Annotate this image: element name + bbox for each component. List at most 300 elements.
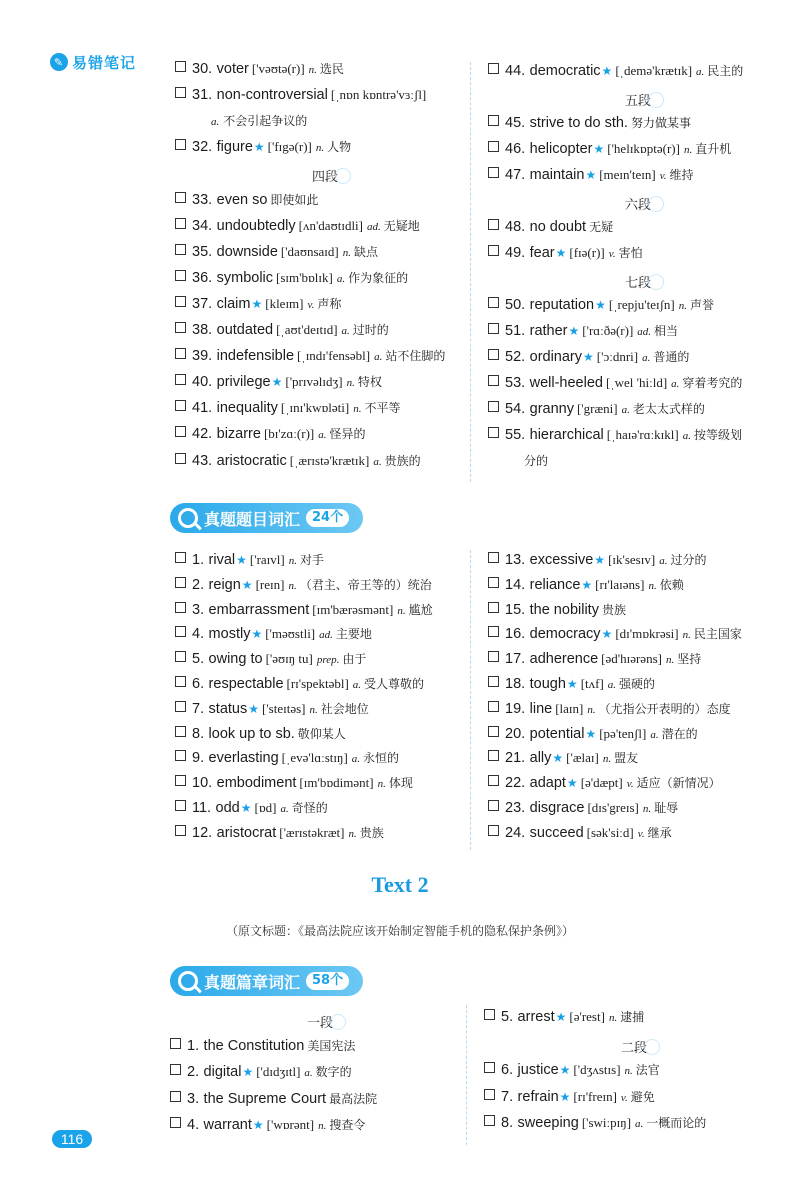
- phonetic: [rɪ'laɪəns]: [595, 576, 645, 592]
- headword: rival: [208, 552, 236, 568]
- entry-number: 4.: [192, 626, 205, 643]
- checkbox[interactable]: [175, 426, 186, 437]
- headword: reign: [208, 576, 241, 593]
- phonetic: [sək'siːd]: [586, 824, 634, 840]
- vocab-entry: [488, 400, 705, 419]
- entry-number: 44.: [505, 63, 526, 79]
- checkbox[interactable]: [484, 1115, 495, 1126]
- vocab-entry: [488, 348, 689, 367]
- checkbox[interactable]: [488, 141, 499, 152]
- checkbox[interactable]: [488, 427, 499, 438]
- phonetic: [ˌwel 'hiːld]: [605, 375, 668, 390]
- checkbox[interactable]: [488, 63, 499, 74]
- chinese-meaning: 分的: [524, 454, 549, 468]
- checkbox[interactable]: [488, 167, 499, 178]
- headword: respectable: [208, 676, 284, 692]
- part-of-speech: a.: [682, 430, 691, 442]
- chinese-meaning: 强硬的: [619, 677, 656, 691]
- entry-number: 36.: [192, 269, 213, 286]
- star-icon: ★: [594, 553, 606, 567]
- part-of-speech: a.: [318, 429, 327, 442]
- chinese-meaning: 适应（新情况）: [636, 776, 721, 791]
- chinese-meaning: 避免: [630, 1089, 655, 1104]
- phonetic: ['əʊɪŋ tu]: [265, 651, 313, 667]
- part-of-speech: a.: [671, 378, 680, 390]
- vocab-entry: [175, 625, 372, 644]
- star-icon: ★: [241, 577, 253, 592]
- entry-number: 10.: [192, 775, 213, 792]
- chinese-meaning: 缺点: [354, 244, 379, 259]
- checkbox[interactable]: [175, 552, 186, 563]
- checkbox[interactable]: [488, 115, 499, 126]
- checkbox[interactable]: [488, 602, 499, 613]
- phonetic: [ˌærɪstə'krætɪk]: [289, 452, 370, 468]
- entry-number: 23.: [505, 800, 526, 816]
- chinese-meaning: 受人尊敬的: [364, 677, 425, 691]
- chinese-meaning: 盟友: [614, 751, 639, 766]
- chinese-meaning: 搜查令: [329, 1118, 366, 1132]
- part-of-speech: a.: [650, 728, 659, 741]
- part-of-speech: n.: [624, 1065, 633, 1077]
- chinese-meaning: 耻辱: [654, 801, 679, 815]
- entry-number: 34.: [192, 217, 213, 234]
- vocab-entry: [488, 322, 678, 341]
- chinese-meaning: 敬仰某人: [297, 726, 346, 741]
- chinese-meaning: 过分的: [670, 553, 707, 567]
- chinese-meaning: 作为象征的: [348, 270, 409, 285]
- phonetic: [fɪə(r)]: [569, 245, 605, 260]
- vocab-entry: [175, 60, 344, 79]
- chinese-meaning: 最高法院: [329, 1091, 378, 1106]
- vocab-entry: [488, 774, 721, 793]
- chinese-meaning: 老太太式样的: [632, 402, 705, 416]
- star-icon: ★: [236, 553, 247, 567]
- phonetic: ['ælaɪ]: [566, 750, 599, 766]
- part-of-speech: a.: [635, 1118, 644, 1130]
- chinese-meaning: 依赖: [659, 577, 684, 592]
- phonetic: [ə'dæpt]: [580, 775, 623, 791]
- headword: status: [208, 700, 248, 717]
- entry-number: 13.: [505, 552, 526, 568]
- chinese-meaning: 人物: [327, 140, 352, 155]
- entry-number: 6.: [192, 676, 205, 692]
- checkbox[interactable]: [170, 1064, 181, 1075]
- headword: well-heeled: [529, 375, 603, 391]
- headword: democratic: [529, 63, 601, 79]
- part-of-speech: a.: [621, 404, 630, 416]
- vocab-entry: [175, 725, 346, 743]
- part-of-speech: a.: [351, 753, 361, 766]
- checkbox[interactable]: [488, 701, 499, 712]
- headword: ally: [529, 750, 552, 767]
- checkbox[interactable]: [484, 1089, 495, 1100]
- vocab-entry: [175, 799, 328, 818]
- note-tag: [50, 50, 136, 74]
- part-of-speech: n.: [315, 142, 325, 155]
- checkbox[interactable]: [488, 825, 499, 836]
- checkbox[interactable]: [484, 1062, 495, 1073]
- vocab-entry: [175, 425, 366, 444]
- entry-number: 43.: [192, 452, 213, 469]
- phonetic: [ɪk'sesɪv]: [608, 552, 656, 567]
- vocab-entry: [175, 243, 378, 262]
- entry-number: 1.: [187, 1037, 200, 1054]
- headword: mostly: [208, 626, 251, 643]
- part-of-speech: n.: [587, 703, 596, 716]
- checkbox[interactable]: [175, 322, 186, 333]
- entry-number: 2.: [187, 1064, 200, 1080]
- entry-number: 5.: [192, 651, 205, 668]
- checkbox[interactable]: [175, 676, 186, 687]
- part-of-speech: n.: [678, 300, 688, 312]
- entry-number: 4.: [187, 1117, 200, 1133]
- checkbox[interactable]: [170, 1091, 181, 1102]
- checkbox[interactable]: [175, 577, 186, 588]
- headword: bizarre: [216, 426, 261, 443]
- checkbox[interactable]: [488, 219, 499, 230]
- checkbox[interactable]: [488, 401, 499, 412]
- part-of-speech: n.: [608, 1012, 618, 1024]
- headword: embodiment: [216, 775, 297, 792]
- star-icon: ★: [595, 298, 606, 312]
- chinese-meaning: 贵族: [359, 825, 384, 840]
- checkbox[interactable]: [175, 400, 186, 411]
- part-of-speech: n.: [288, 555, 297, 567]
- headword: owing to: [208, 651, 263, 668]
- star-icon: ★: [581, 577, 593, 592]
- part-of-speech: a.: [659, 555, 668, 567]
- phonetic: [ʌn'daʊtɪdli]: [298, 217, 363, 233]
- phonetic: [ɪm'bɒdimənt]: [299, 775, 374, 791]
- headword: reliance: [529, 576, 581, 593]
- part-of-speech: n.: [683, 144, 693, 156]
- part-of-speech: a.: [280, 803, 289, 815]
- vocab-entry: [488, 114, 691, 132]
- paragraph-subheading: 四段: [285, 166, 365, 185]
- phonetic: ['helɪkɒptə(r)]: [607, 141, 680, 156]
- entry-continuation: [524, 452, 548, 470]
- checkbox[interactable]: [488, 726, 499, 737]
- vocab-entry: [488, 296, 714, 315]
- entry-number: 55.: [505, 427, 526, 443]
- vocab-entry: [488, 140, 731, 159]
- chinese-meaning: 继承: [647, 825, 672, 840]
- entry-number: 8.: [501, 1115, 514, 1131]
- vocab-entry: [175, 138, 351, 157]
- headword: claim: [216, 295, 251, 312]
- part-of-speech: n.: [288, 579, 297, 592]
- vocab-entry: [488, 551, 706, 570]
- chinese-meaning: 奇怪的: [291, 801, 328, 815]
- headword: embarrassment: [208, 601, 310, 618]
- part-of-speech: a.: [211, 116, 220, 129]
- checkbox[interactable]: [488, 750, 499, 761]
- part-of-speech: v.: [620, 1091, 628, 1104]
- checkbox[interactable]: [488, 375, 499, 386]
- headword: digital: [203, 1064, 242, 1080]
- entry-number: 14.: [505, 576, 526, 593]
- phonetic: [rɪ'freɪn]: [573, 1088, 617, 1104]
- part-of-speech: n.: [308, 64, 317, 76]
- checkbox[interactable]: [488, 676, 499, 687]
- checkbox[interactable]: [175, 626, 186, 637]
- checkbox[interactable]: [175, 87, 186, 98]
- headword: hierarchical: [529, 427, 604, 443]
- vocab-entry: [488, 218, 613, 236]
- chinese-meaning: （君主、帝王等的）统治: [299, 577, 432, 592]
- checkbox[interactable]: [175, 651, 186, 662]
- chinese-meaning: （尤指公开表明的）态度: [598, 701, 731, 716]
- star-icon: ★: [583, 350, 594, 364]
- vocab-entry: [488, 625, 742, 644]
- chinese-meaning: 相当: [654, 324, 679, 338]
- checkbox[interactable]: [175, 726, 186, 737]
- entry-number: 46.: [505, 141, 526, 157]
- checkbox[interactable]: [175, 825, 186, 836]
- checkbox[interactable]: [488, 349, 499, 360]
- entry-number: 15.: [505, 601, 526, 618]
- checkbox[interactable]: [175, 348, 186, 359]
- chinese-meaning: 数字的: [315, 1065, 352, 1079]
- phonetic: ['dɪdʒɪtl]: [256, 1064, 301, 1079]
- vocab-entry: [175, 700, 369, 719]
- chinese-meaning: 由于: [342, 652, 367, 667]
- part-of-speech: n.: [682, 629, 691, 642]
- vocab-entry: [484, 1114, 706, 1133]
- vocab-entry: [488, 374, 742, 393]
- checkbox[interactable]: [175, 775, 186, 786]
- headword: the Constitution: [203, 1037, 305, 1054]
- part-of-speech: n.: [665, 654, 675, 667]
- headword: reputation: [529, 297, 595, 313]
- chinese-meaning: 按等级划: [693, 428, 742, 442]
- entry-number: 1.: [192, 552, 205, 568]
- entry-number: 48.: [505, 219, 526, 235]
- phonetic: ['rɑːðə(r)]: [582, 323, 634, 338]
- part-of-speech: a.: [374, 351, 383, 364]
- vocab-entry: [488, 426, 742, 445]
- headword: disgrace: [529, 800, 585, 816]
- entry-number: 37.: [192, 295, 213, 312]
- checkbox[interactable]: [175, 602, 186, 613]
- checkbox[interactable]: [175, 453, 186, 464]
- entry-number: 3.: [187, 1090, 200, 1107]
- star-icon: ★: [248, 701, 259, 716]
- checkbox[interactable]: [488, 577, 499, 588]
- checkbox[interactable]: [175, 192, 186, 203]
- vocab-entry: [484, 1061, 660, 1080]
- part-of-speech: a.: [696, 66, 705, 78]
- headword: strive to do sth.: [529, 115, 628, 131]
- chinese-meaning: 主要地: [335, 627, 372, 642]
- checkbox[interactable]: [488, 323, 499, 334]
- checkbox[interactable]: [488, 552, 499, 563]
- part-of-speech: a.: [304, 1067, 313, 1079]
- star-icon: ★: [251, 627, 263, 642]
- chinese-meaning: 法官: [635, 1063, 660, 1077]
- star-icon: ★: [593, 142, 605, 156]
- headword: indefensible: [216, 348, 295, 365]
- vocab-entry: [175, 191, 318, 209]
- phonetic: [rɪ'spektəbl]: [286, 676, 349, 691]
- phonetic: [ˌevə'lɑːstɪŋ]: [281, 750, 348, 766]
- section-title: 真题题目词汇: [204, 509, 301, 529]
- headword: maintain: [529, 167, 585, 183]
- part-of-speech: n.: [348, 827, 357, 840]
- paragraph-subheading: 七段: [598, 272, 678, 291]
- checkbox[interactable]: [488, 245, 499, 256]
- part-of-speech: v.: [307, 298, 315, 311]
- entry-continuation: [211, 112, 307, 131]
- entry-number: 32.: [192, 139, 213, 156]
- checkbox[interactable]: [175, 270, 186, 281]
- star-icon: ★: [566, 776, 578, 791]
- entry-number: 52.: [505, 349, 526, 365]
- star-icon: ★: [240, 801, 252, 815]
- paragraph-subheading: 五段: [598, 90, 678, 109]
- phonetic: ['swiːpɪŋ]: [581, 1115, 632, 1130]
- star-icon: ★: [568, 324, 580, 338]
- checkbox[interactable]: [488, 297, 499, 308]
- entry-number: 11.: [192, 800, 212, 816]
- checkbox[interactable]: [488, 775, 499, 786]
- chinese-meaning: 穿着考究的: [682, 376, 743, 390]
- chinese-meaning: 美国宪法: [307, 1038, 356, 1053]
- word-count-badge: 58个: [306, 972, 349, 990]
- chinese-meaning: 不平等: [364, 401, 401, 416]
- part-of-speech: n.: [648, 579, 657, 592]
- checkbox[interactable]: [175, 701, 186, 712]
- part-of-speech: n.: [642, 803, 652, 815]
- checkbox[interactable]: [175, 750, 186, 761]
- part-of-speech: v.: [626, 778, 634, 791]
- phonetic: [dɪ'mɒkrəsi]: [615, 626, 679, 642]
- vocab-entry: [175, 269, 408, 288]
- part-of-speech: a.: [642, 352, 651, 364]
- headword: aristocrat: [216, 824, 277, 841]
- column-divider: [466, 1005, 467, 1145]
- phonetic: [pə'tenʃl]: [599, 725, 647, 741]
- phonetic: ['græni]: [576, 401, 618, 416]
- checkbox[interactable]: [175, 139, 186, 150]
- vocab-entry: [488, 675, 655, 694]
- phonetic: ['məʊstli]: [265, 626, 316, 642]
- chinese-meaning: 声誉: [690, 298, 715, 312]
- star-icon: ★: [585, 726, 597, 741]
- checkbox[interactable]: [170, 1117, 181, 1128]
- vocab-entry: [175, 399, 401, 418]
- checkbox[interactable]: [488, 800, 499, 811]
- headword: look up to sb.: [208, 725, 295, 742]
- vocab-entry: [175, 749, 399, 768]
- headword: fear: [529, 245, 555, 261]
- checkbox[interactable]: [484, 1009, 495, 1020]
- column-divider: [470, 550, 471, 850]
- vocab-entry: [170, 1063, 352, 1082]
- phonetic: [əd'hɪərəns]: [601, 651, 662, 667]
- checkbox[interactable]: [175, 244, 186, 255]
- vocab-entry: [488, 244, 643, 263]
- checkbox[interactable]: [170, 1038, 181, 1049]
- entry-number: 51.: [505, 323, 526, 339]
- part-of-speech: a.: [341, 325, 350, 337]
- vocab-entry: [488, 799, 678, 818]
- phonetic: [laɪn]: [555, 700, 584, 716]
- phonetic: [meɪn'teɪn]: [599, 167, 656, 182]
- vocab-entry: [175, 347, 445, 366]
- chinese-meaning: 无疑地: [383, 218, 420, 233]
- entry-number: 7.: [501, 1088, 514, 1105]
- vocab-entry: [175, 551, 324, 570]
- vocab-entry: [488, 700, 731, 719]
- vocab-entry: [488, 650, 701, 669]
- entry-number: 30.: [192, 61, 213, 77]
- section-banner: [170, 966, 363, 996]
- phonetic: [ˌɪnɪ'kwɒləti]: [280, 400, 350, 416]
- part-of-speech: n.: [377, 778, 386, 791]
- headword: democracy: [529, 626, 601, 643]
- entry-number: 20.: [505, 725, 526, 742]
- chinese-meaning: 害怕: [618, 246, 643, 260]
- entry-number: 35.: [192, 243, 213, 260]
- chinese-meaning: 怪异的: [329, 427, 366, 442]
- entry-number: 50.: [505, 297, 526, 313]
- vocab-entry: [175, 774, 413, 793]
- column-divider: [470, 62, 471, 482]
- entry-number: 2.: [192, 576, 205, 593]
- headword: everlasting: [208, 750, 279, 767]
- word-count-badge: 24个: [306, 509, 349, 527]
- entry-number: 40.: [192, 374, 213, 391]
- part-of-speech: a.: [373, 455, 382, 468]
- checkbox[interactable]: [175, 800, 186, 811]
- checkbox[interactable]: [175, 296, 186, 307]
- entry-number: 54.: [505, 401, 526, 417]
- entry-number: 47.: [505, 167, 526, 183]
- entry-number: 49.: [505, 245, 526, 261]
- entry-number: 12.: [192, 824, 213, 841]
- entry-number: 33.: [192, 191, 213, 208]
- part-of-speech: ad.: [637, 326, 652, 338]
- paragraph-subheading: 六段: [598, 194, 678, 213]
- chinese-meaning: 普通的: [653, 350, 690, 364]
- headword: line: [529, 700, 553, 717]
- chinese-meaning: 维持: [669, 168, 694, 182]
- headword: excessive: [529, 552, 594, 568]
- chinese-meaning: 社会地位: [320, 701, 369, 716]
- headword: granny: [529, 401, 574, 417]
- part-of-speech: n.: [342, 246, 351, 259]
- checkbox[interactable]: [488, 626, 499, 637]
- vocab-entry: [170, 1116, 365, 1135]
- chinese-meaning: 潜在的: [661, 726, 698, 741]
- phonetic: [tʌf]: [580, 676, 604, 691]
- checkbox[interactable]: [175, 218, 186, 229]
- part-of-speech: v.: [659, 170, 667, 182]
- phonetic: [ˌnɒn kɒntrə'vɜːʃl]: [330, 87, 427, 103]
- checkbox[interactable]: [175, 374, 186, 385]
- vocab-entry: [488, 749, 638, 768]
- headword: even so: [216, 191, 268, 208]
- phonetic: [dɪs'greɪs]: [587, 800, 639, 815]
- checkbox[interactable]: [175, 61, 186, 72]
- phonetic: [kleɪm]: [265, 295, 304, 311]
- entry-number: 5.: [501, 1009, 514, 1025]
- headword: privilege: [216, 374, 271, 391]
- entry-number: 39.: [192, 348, 213, 365]
- vocab-entry: [170, 1037, 355, 1055]
- checkbox[interactable]: [488, 651, 499, 662]
